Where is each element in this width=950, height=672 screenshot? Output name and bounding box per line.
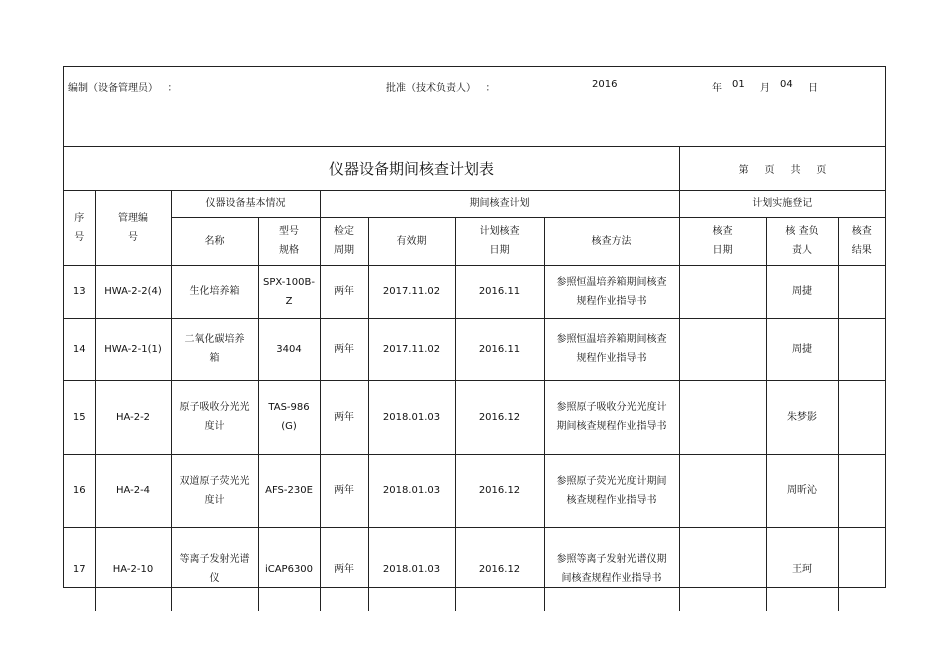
col-model: 型号规格	[258, 217, 320, 265]
cell-check-date	[679, 265, 766, 318]
cell-model: TAS-986(G)	[258, 380, 320, 454]
cell-cycle: 两年	[320, 265, 368, 318]
cell-plan: 2016.12	[455, 454, 544, 527]
table-header-row-2	[64, 217, 885, 265]
table-row	[64, 527, 885, 611]
cell-cycle: 两年	[320, 454, 368, 527]
cell-responsible: 周捷	[766, 265, 838, 318]
cell-model: AFS-230E	[258, 454, 320, 527]
day-label: 日	[808, 83, 818, 94]
cell-plan: 2016.11	[455, 318, 544, 380]
cell-plan: 2016.11	[455, 265, 544, 318]
cell-result	[838, 265, 885, 318]
cell-cycle: 两年	[320, 318, 368, 380]
cell-responsible: 周捷	[766, 318, 838, 380]
cell-name: 生化培养箱	[171, 265, 258, 318]
cell-method: 参照恒温培养箱期间核查规程作业指导书	[544, 265, 679, 318]
cell-seq: 13	[64, 265, 95, 318]
col-name: 名称	[171, 217, 258, 265]
approved-by-label: 批准（技术负责人） ：	[386, 83, 496, 94]
cell-result	[838, 454, 885, 527]
cell-responsible: 朱梦影	[766, 380, 838, 454]
table-header-row-1	[64, 191, 885, 217]
cell-method: 参照恒温培养箱期间核查规程作业指导书	[544, 318, 679, 380]
col-check-date: 核查日期	[679, 217, 766, 265]
cell-check-date	[679, 318, 766, 380]
col-check-plan: 期间核查计划	[320, 191, 679, 217]
col-plan-date: 计划核查日期	[455, 217, 544, 265]
cell-seq: 14	[64, 318, 95, 380]
table-row	[64, 265, 885, 318]
cell-name: 等离子发射光谱仪	[171, 527, 258, 611]
title-row	[64, 147, 885, 191]
col-exec-record: 计划实施登记	[679, 191, 885, 217]
cell-valid: 2018.01.03	[368, 454, 455, 527]
page-title: 仪器设备期间核查计划表	[64, 147, 680, 190]
cell-method: 参照等离子发射光谱仪期间核查规程作业指导书	[544, 527, 679, 611]
cell-result	[838, 380, 885, 454]
cell-name: 原子吸收分光光度计	[171, 380, 258, 454]
cell-method: 参照原子吸收分光光度计期间核查规程作业指导书	[544, 380, 679, 454]
cell-mgmt-no: HA-2-4	[95, 454, 171, 527]
cell-mgmt-no: HWA-2-2(4)	[95, 265, 171, 318]
col-responsible: 核 查负责人	[766, 217, 838, 265]
compiled-by-label: 编制（设备管理员） ：	[68, 83, 178, 94]
cell-plan: 2016.12	[455, 380, 544, 454]
cell-name: 双道原子荧光光度计	[171, 454, 258, 527]
cell-name: 二氧化碳培养箱	[171, 318, 258, 380]
cell-result	[838, 527, 885, 611]
month-value: 01	[732, 79, 745, 90]
cell-mgmt-no: HA-2-2	[95, 380, 171, 454]
cell-responsible: 王珂	[766, 527, 838, 611]
table-row	[64, 454, 885, 527]
cell-valid: 2017.11.02	[368, 318, 455, 380]
year-value: 2016	[592, 79, 618, 90]
cell-seq: 16	[64, 454, 95, 527]
cell-check-date	[679, 527, 766, 611]
cell-result	[838, 318, 885, 380]
year-label: 年	[712, 83, 722, 94]
cell-plan: 2016.12	[455, 527, 544, 611]
col-mgmt-no: 管理编号	[95, 191, 171, 265]
cell-method: 参照原子荧光光度计期间核查规程作业指导书	[544, 454, 679, 527]
table-row	[64, 318, 885, 380]
inspection-plan-table	[64, 191, 885, 611]
col-equip-basic: 仪器设备基本情况	[171, 191, 320, 217]
cell-check-date	[679, 454, 766, 527]
table-row	[64, 380, 885, 454]
cell-cycle: 两年	[320, 527, 368, 611]
cell-valid: 2018.01.03	[368, 527, 455, 611]
signature-header	[64, 67, 885, 147]
cell-check-date	[679, 380, 766, 454]
month-label: 月	[760, 83, 770, 94]
cell-seq: 15	[64, 380, 95, 454]
cell-valid: 2017.11.02	[368, 265, 455, 318]
cell-cycle: 两年	[320, 380, 368, 454]
cell-model: 3404	[258, 318, 320, 380]
col-method: 核查方法	[544, 217, 679, 265]
inspection-plan-sheet	[63, 66, 886, 588]
col-seq: 序号	[64, 191, 95, 265]
cell-mgmt-no: HA-2-10	[95, 527, 171, 611]
cell-model: SPX-100B-Z	[258, 265, 320, 318]
cell-mgmt-no: HWA-2-1(1)	[95, 318, 171, 380]
cell-valid: 2018.01.03	[368, 380, 455, 454]
page-count: 第 页 共 页	[738, 165, 827, 176]
cell-model: iCAP6300	[258, 527, 320, 611]
cell-seq: 17	[64, 527, 95, 611]
cell-responsible: 周昕沁	[766, 454, 838, 527]
day-value: 04	[780, 79, 793, 90]
col-valid-until: 有效期	[368, 217, 455, 265]
col-result: 核查结果	[838, 217, 885, 265]
col-calib-cycle: 检定周期	[320, 217, 368, 265]
